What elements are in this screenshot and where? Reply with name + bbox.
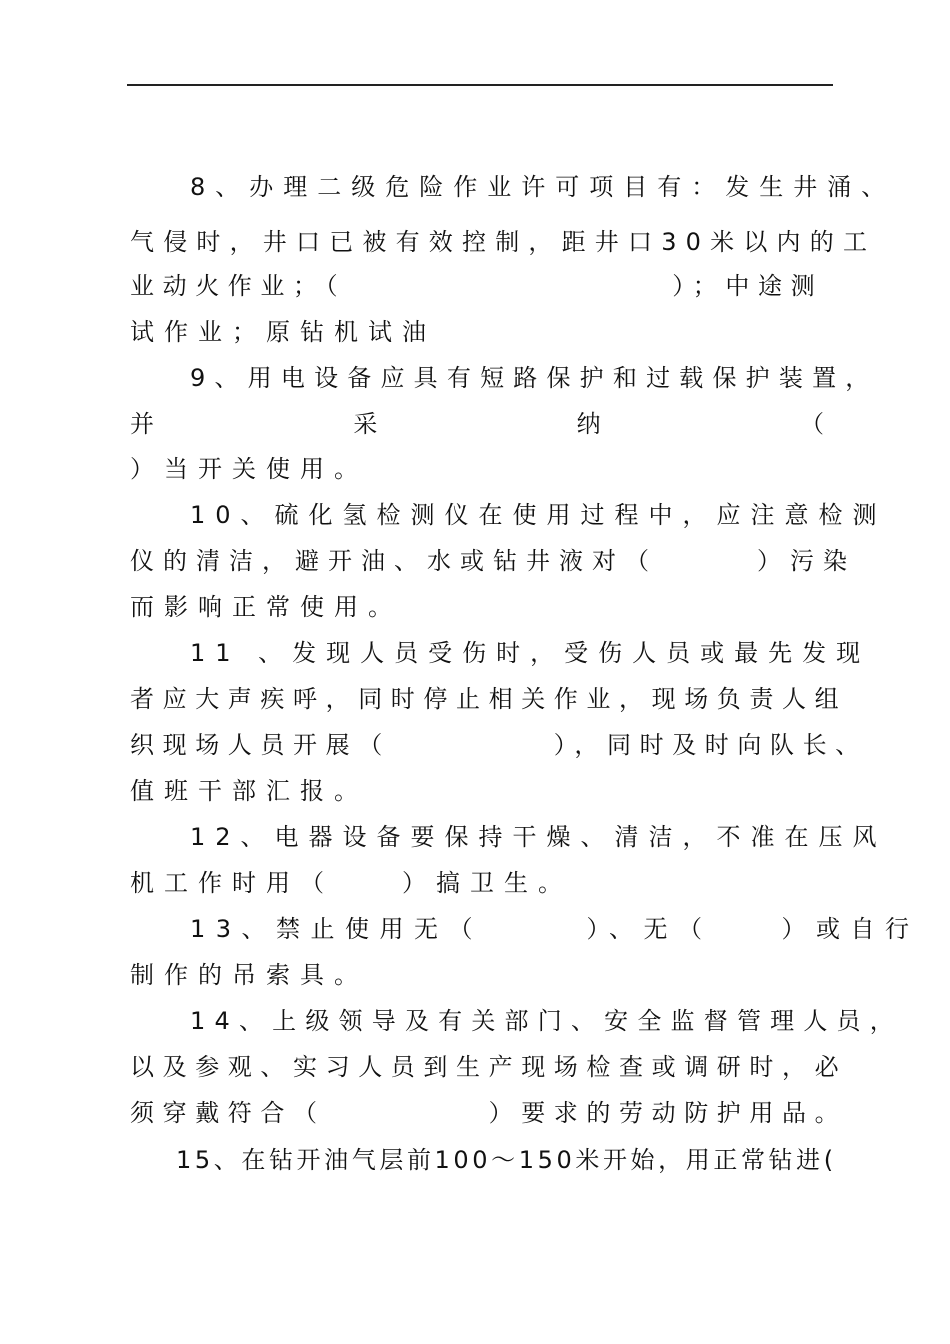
header-rule bbox=[127, 84, 833, 86]
q11-line-4: 值班干部汇报。 bbox=[130, 777, 368, 805]
q12-line-2: 机工作时用（ ）搞卫生。 bbox=[130, 869, 572, 897]
q8-line-2: 气侵时，井口已被有效控制，距井口30米以内的工 bbox=[130, 228, 877, 256]
q12-line-1: 12、电器设备要保持干燥、清洁，不准在压风 bbox=[190, 823, 887, 851]
q8-line-3: 业动火作业；（ ）；中途测 bbox=[130, 272, 824, 300]
q8-line-4: 试作业；原钻机试油 bbox=[130, 318, 436, 346]
q9-word-4: （ bbox=[799, 410, 824, 438]
q9-line-1: 9、用电设备应具有短路保护和过载保护装置， bbox=[190, 364, 879, 392]
q11-line-2: 者应大声疾呼，同时停止相关作业，现场负责人组 bbox=[130, 685, 848, 713]
q8-line-1: 8、办理二级危险作业许可项目有：发生井涌、 bbox=[190, 173, 896, 201]
q9-word-2: 采 bbox=[353, 410, 378, 438]
q10-line-2: 仪的清洁，避开油、水或钻井液对（ ）污染 bbox=[130, 547, 856, 575]
q13-line-2: 制作的吊索具。 bbox=[130, 961, 368, 989]
q13-line-1: 13、禁止使用无（ ）、无（ ）或自行 bbox=[190, 915, 920, 943]
q10-line-3: 而影响正常使用。 bbox=[130, 593, 402, 621]
q14-line-1: 14、上级领导及有关部门、安全监督管理人员， bbox=[190, 1007, 903, 1035]
q9-line-3: ）当开关使用。 bbox=[130, 455, 368, 483]
q9-word-1: 并 bbox=[130, 410, 154, 438]
q14-line-2: 以及参观、实习人员到生产现场检查或调研时，必 bbox=[130, 1053, 848, 1081]
q9-line-2 bbox=[130, 404, 824, 444]
q11-line-1: 11 、发现人员受伤时，受伤人员或最先发现 bbox=[190, 639, 871, 667]
q15-line-1: 15、在钻开油气层前100～150米开始，用正常钻进( bbox=[176, 1146, 837, 1174]
q14-line-3: 须穿戴符合（ ）要求的劳动防护用品。 bbox=[130, 1099, 848, 1127]
q10-line-1: 10、硫化氢检测仪在使用过程中，应注意检测 bbox=[190, 501, 887, 529]
q9-word-3: 纳 bbox=[576, 410, 601, 438]
q11-line-3: 织现场人员开展（ ），同时及时向队长、 bbox=[130, 731, 868, 759]
